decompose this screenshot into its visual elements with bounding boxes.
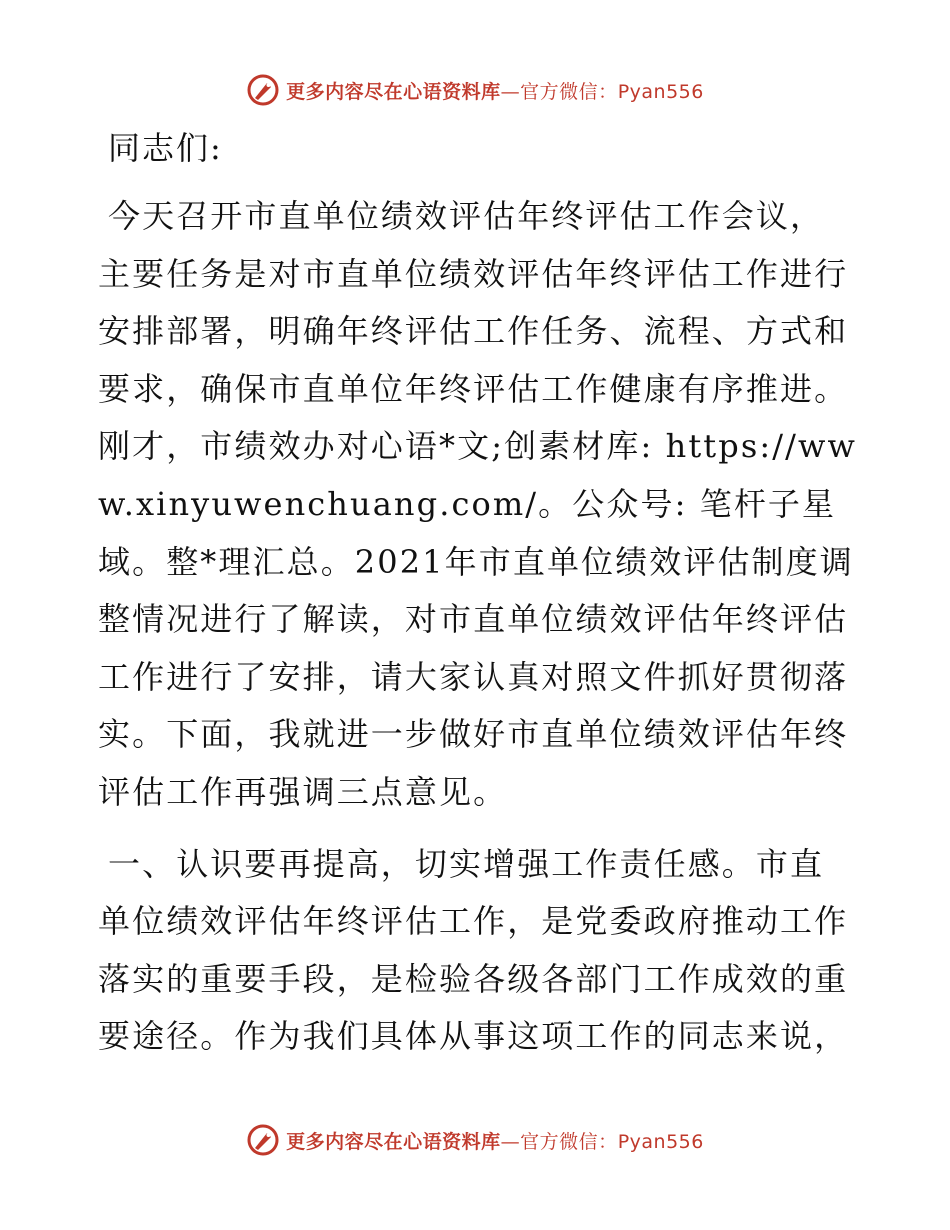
banner-wechat-label: 官方微信：	[520, 1130, 618, 1153]
header-banner	[0, 68, 950, 112]
paragraph-point-one: 一、认识要再提高，切实增强工作责任感。市直单位绩效评估年终评估工作，是党委政府推动工作落实的重要手段，是检验各级各部门工作成效的重要途径。作为我们具体从事这项工作的同志来说，	[98, 844, 849, 1056]
header-banner-inner	[246, 73, 704, 107]
banner-dash: —	[500, 80, 521, 103]
header-banner-text	[286, 77, 704, 104]
paragraph-intro: 今天召开市直单位绩效评估年终评估工作会议，主要任务是对市直单位绩效评估年终评估工作进行安排部署，明确年终评估工作任务、流程、方式和要求，确保市直单位年终评估工作健康有序推进。刚才，市绩效办对心语*文;创素材库: https://www.xinyuwenchuang.com/。公众号: 笔杆子星域。整*理汇总。2021年市直单位绩效评估制度调整情况进行了解读，对市直单位绩效评估年终评估工作进行了安排，请大家认真对照文件抓好贯彻落实。下面，我就进一步做好市直单位绩效评估年终评估工作再强调三点意见。	[98, 197, 857, 811]
banner-wechat-id: Pyan556	[617, 80, 704, 103]
banner-dash: —	[500, 1130, 521, 1153]
greeting: 同志们:	[108, 129, 223, 167]
document-body	[98, 126, 858, 1076]
pen-nib-logo-icon	[246, 73, 280, 107]
footer-banner	[0, 1118, 950, 1162]
banner-wechat-label: 官方微信：	[520, 80, 618, 103]
pen-nib-logo-icon	[246, 1123, 280, 1157]
footer-banner-inner	[246, 1123, 704, 1157]
banner-prefix: 更多内容尽在心语资料库	[286, 1130, 501, 1153]
banner-wechat-id: Pyan556	[617, 1130, 704, 1153]
footer-banner-text	[286, 1127, 704, 1154]
banner-prefix: 更多内容尽在心语资料库	[286, 80, 501, 103]
